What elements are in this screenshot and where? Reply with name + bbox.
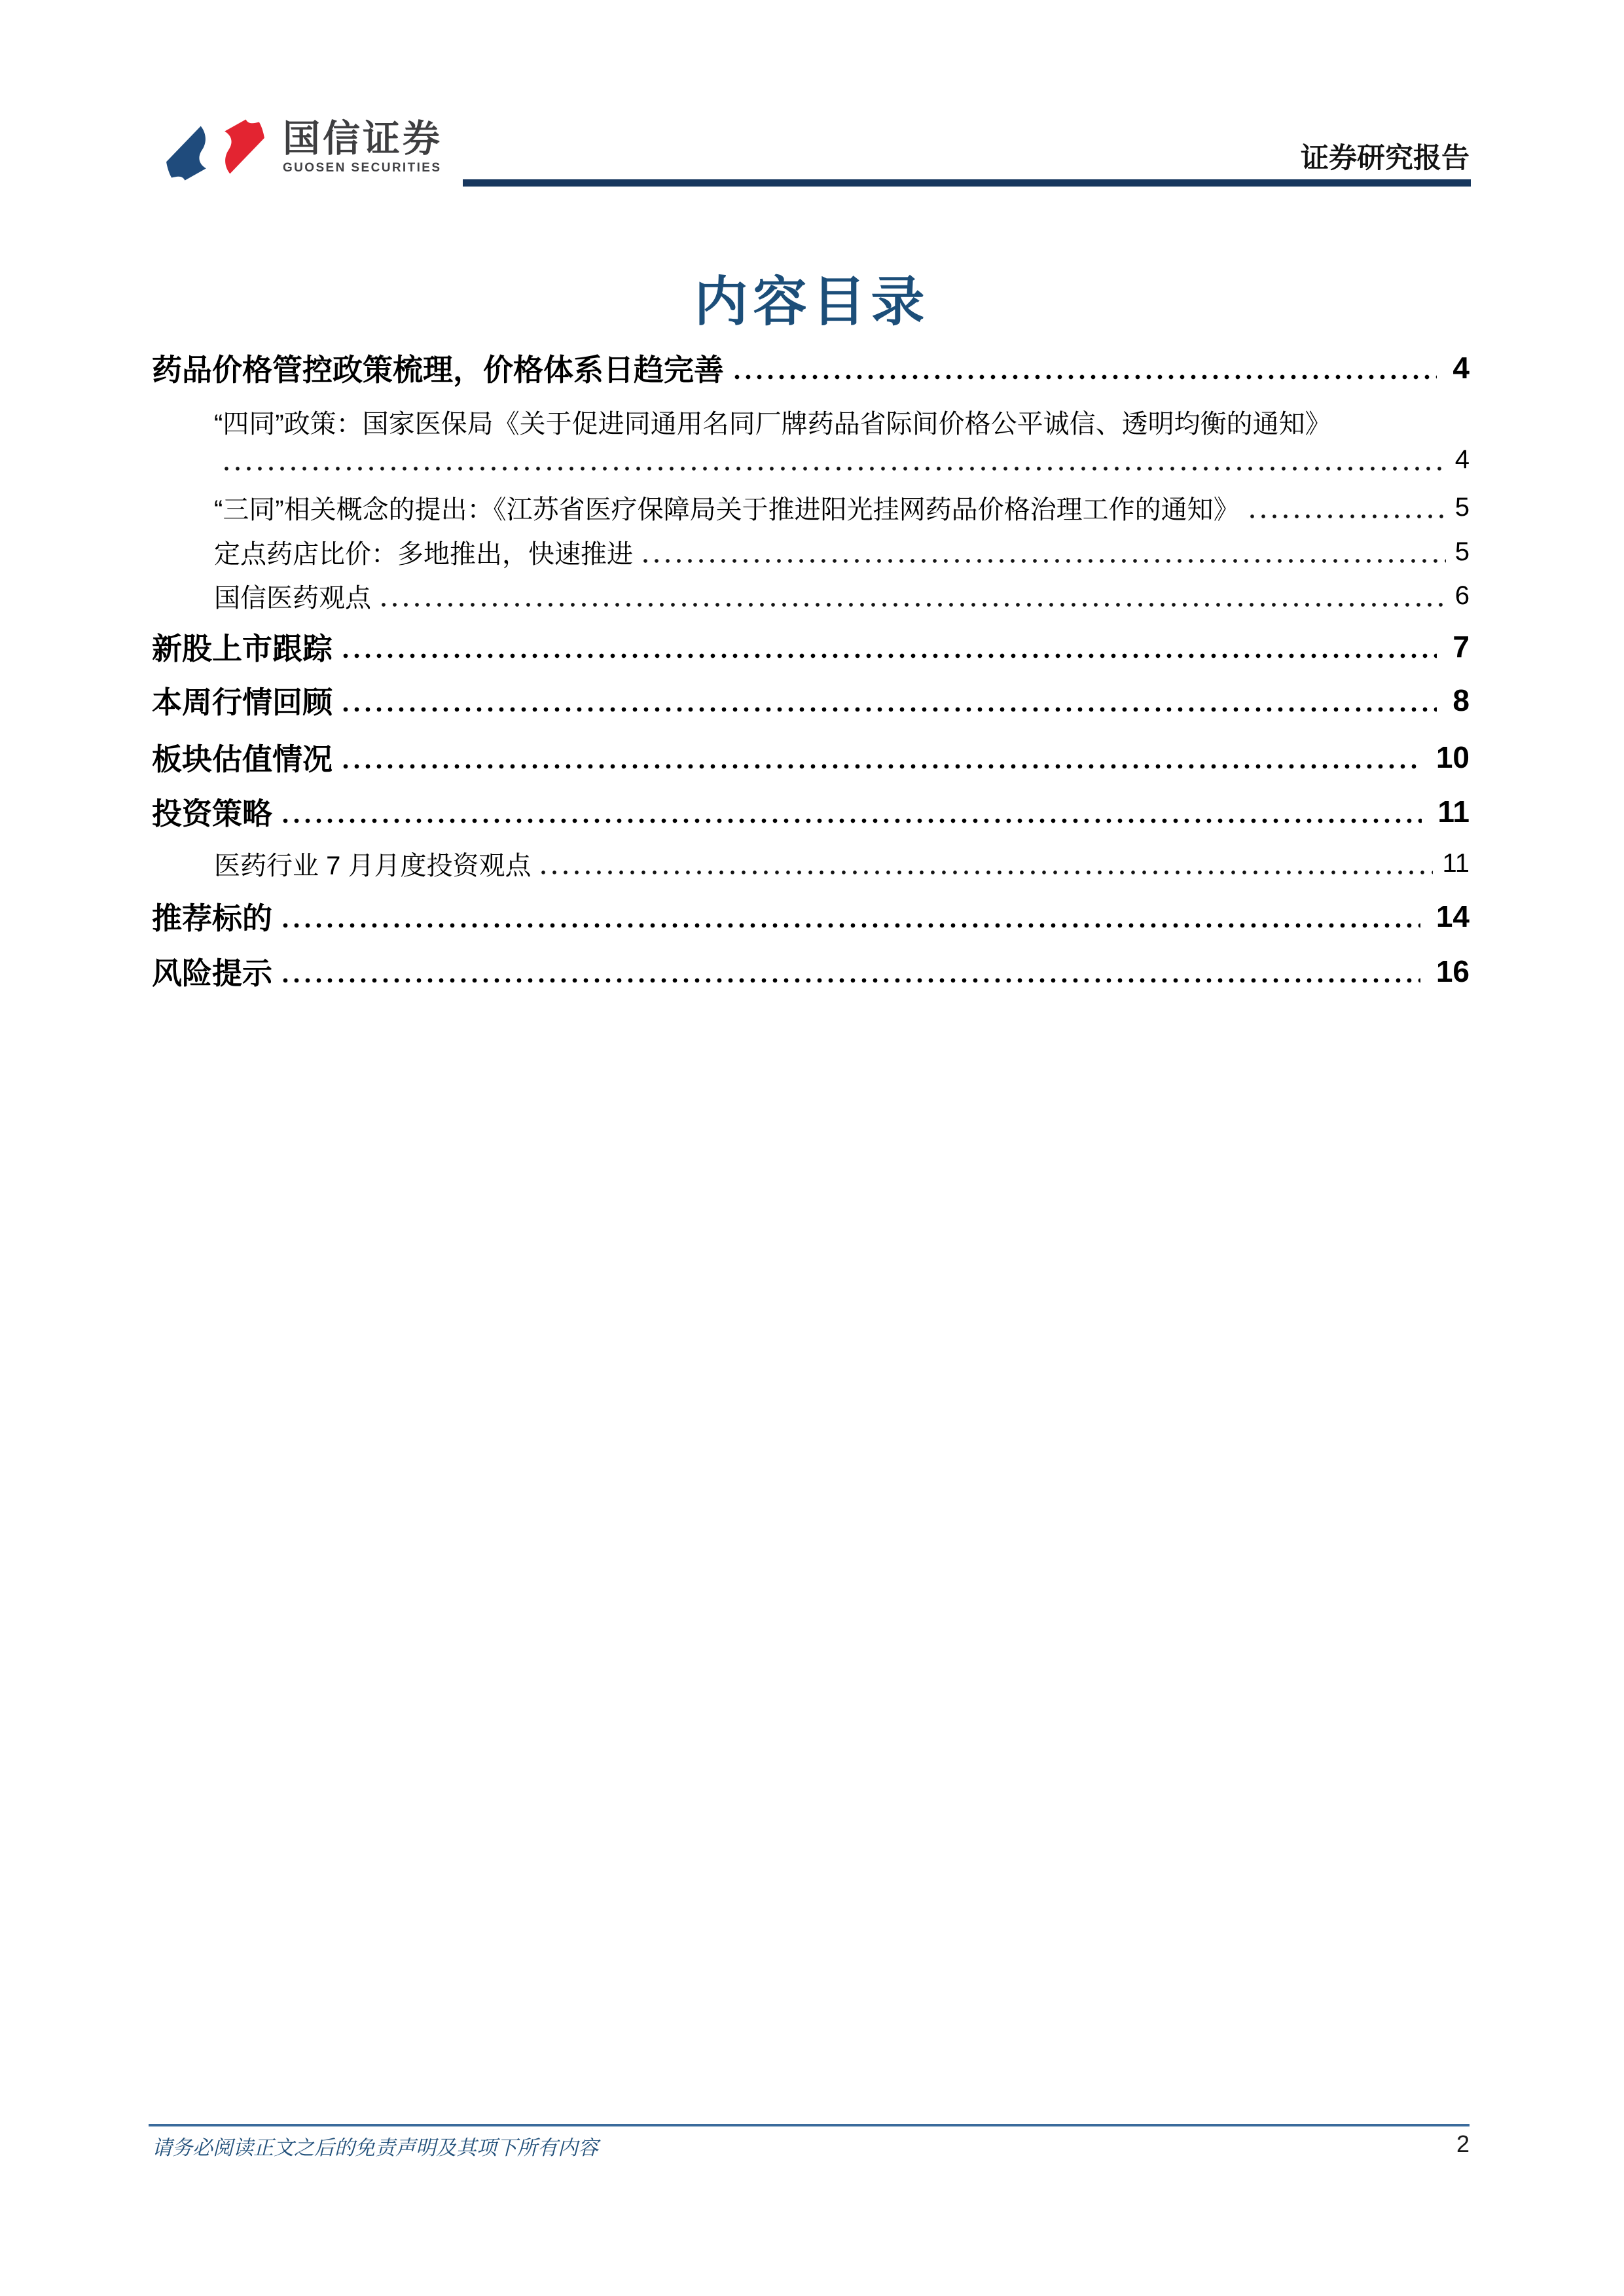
footer-disclaimer: 请务必阅读正文之后的免责声明及其项下所有内容 [152, 2136, 598, 2159]
toc-entry-page-number: 5 [1454, 492, 1470, 522]
dot-leader [643, 558, 1446, 564]
dot-leader [541, 869, 1433, 876]
toc-entry-page-number: 4 [1454, 444, 1470, 474]
toc-entry[interactable] [152, 837, 1470, 889]
dot-leader [283, 817, 1422, 824]
toc-entry-page-number: 6 [1454, 581, 1470, 610]
toc-entry[interactable] [152, 342, 1470, 394]
toc-entry-label: 新股上市跟踪 [152, 632, 333, 666]
toc-entry-label: 投资策略 [152, 797, 272, 831]
dot-leader [283, 922, 1420, 929]
toc-entry-page-number: 14 [1435, 899, 1470, 933]
toc-entry[interactable] [152, 569, 1470, 622]
page-number: 2 [1456, 2130, 1470, 2157]
dot-leader [343, 706, 1437, 713]
dot-leader [734, 374, 1437, 380]
toc-entry-label: 药品价格管控政策梳理，价格体系日趋完善 [152, 353, 724, 387]
toc-entry-label: 国信医药观点 [214, 583, 371, 613]
toc-entry-page-number: 16 [1435, 954, 1470, 988]
dot-leader [1250, 513, 1446, 520]
toc-entry-label: “三同”相关概念的提出：《江苏省医疗保障局关于推进阳光挂网药品价格治理工作的通知》 [214, 495, 1240, 524]
toc-entry-page-number: 4 [1453, 351, 1470, 385]
toc-entry[interactable] [152, 890, 1470, 942]
toc-entry-page-number: 7 [1453, 630, 1470, 664]
logo-company-name: 国信证券 [283, 118, 442, 160]
toc-entry-label: 风险提示 [152, 956, 272, 990]
toc-title: 内容目录 [694, 272, 930, 332]
toc-entry-label: “四同”政策：国家医保局《关于促进同通用名同厂牌药品省际间价格公平诚信、透明均衡的通知》 [214, 409, 1331, 439]
dot-leader [343, 653, 1437, 659]
toc-list [152, 0, 1470, 1047]
toc-entry-label: 医药行业 7 月月度投资观点 [214, 851, 532, 880]
toc-entry-label: 推荐标的 [152, 901, 272, 935]
toc-entry-page-number: 8 [1453, 683, 1470, 717]
toc-entry[interactable] [152, 731, 1470, 783]
report-type-label: 证券研究报告 [1301, 143, 1470, 174]
logo-company-name-en: GUOSEN SECURITIES [283, 161, 442, 175]
toc-entry-page-number: 11 [1442, 848, 1470, 878]
dot-leader [343, 763, 1420, 770]
toc-entry-page-number: 5 [1454, 537, 1470, 566]
toc-entry-label: 本周行情回顾 [152, 685, 333, 719]
toc-entry[interactable] [152, 785, 1470, 838]
dot-leader [225, 465, 1446, 472]
dot-leader [283, 977, 1420, 984]
toc-entry-page-number: 10 [1435, 740, 1470, 774]
toc-entry[interactable] [152, 620, 1470, 673]
toc-entry-page-number: 11 [1437, 795, 1470, 829]
toc-entry-label: 板块估值情况 [152, 742, 333, 776]
footer-divider [149, 2124, 1470, 2126]
toc-entry[interactable] [152, 674, 1470, 726]
toc-entry[interactable] [152, 945, 1470, 997]
dot-leader [382, 601, 1446, 608]
toc-entry[interactable] [152, 433, 1470, 486]
toc-entry-label: 定点药店比价：多地推出，快速推进 [214, 539, 633, 569]
